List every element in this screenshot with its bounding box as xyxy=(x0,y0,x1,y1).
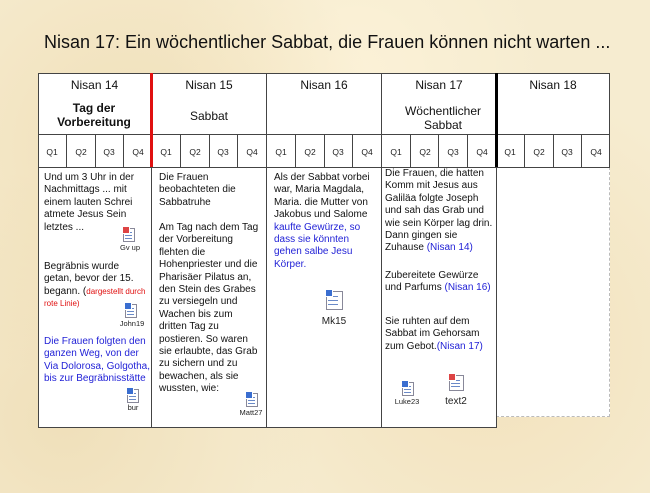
nisan16-spices-text xyxy=(274,172,378,271)
day-header-nisan17: Nisan 17 xyxy=(415,78,463,92)
icon-caption-gv-up: Gv up xyxy=(119,243,140,252)
document-icon[interactable] xyxy=(325,289,343,309)
quarter-label: Q1 xyxy=(390,147,402,157)
nisan17-ref-1: (Nisan 14) xyxy=(426,242,473,254)
icon-caption-mk15: Mk15 xyxy=(321,316,347,327)
document-icon[interactable] xyxy=(401,380,414,395)
quarter-label: Q2 xyxy=(533,147,545,157)
nisan15-rest-text: Die Frauen beobachteten die Sabbatruhe xyxy=(159,172,236,208)
quarter-label: Q3 xyxy=(103,147,115,157)
quarter-label: Q4 xyxy=(361,147,373,157)
nisan17-prepared-text xyxy=(385,270,493,295)
quarter-label: Q2 xyxy=(75,147,87,157)
day-subtitle-nisan14: Tag der Vorbereitung xyxy=(57,101,131,129)
nisan17-women-text xyxy=(385,168,493,255)
nisan17-rested-text xyxy=(385,316,495,353)
quarter-label: Q1 xyxy=(46,147,58,157)
nisan17-text-2: Zubereitete Gewürze und Parfums xyxy=(385,270,479,294)
day-header-nisan15: Nisan 15 xyxy=(185,78,233,92)
nisan15-guards-text: Am Tag nach dem Tag der Vorbereitung flehten die Hohenpriester und die Pharisäer Pilatus an, den Stein des Grabes zu versiegeln und Wachen bis zum dritten Tag zu postieren. So waren sie erlaubte, das Grab zu sichern und zu bewachen, als sie wussten, wie: xyxy=(159,222,259,395)
day-subtitle-nisan17: Wöchentlicher Sabbat xyxy=(404,104,482,132)
icon-caption-bur: bur xyxy=(127,403,139,412)
quarter-label: Q2 xyxy=(189,147,201,157)
icon-caption-luke23: Luke23 xyxy=(394,397,420,406)
quarter-label: Q3 xyxy=(217,147,229,157)
quarter-label: Q3 xyxy=(561,147,573,157)
col-border-16 xyxy=(266,73,267,428)
document-icon[interactable] xyxy=(124,302,137,317)
nisan16-text: Als der Sabbat vorbei war, Maria Magdala, Maria. die Mutter von Jakobus und Salome xyxy=(274,172,370,221)
nisan14-death-text: Und um 3 Uhr in der Nachmittags ... mit einem lauten Schrei atmete Jesus Sein letztes ... xyxy=(44,172,135,233)
day-header-nisan18: Nisan 18 xyxy=(529,78,577,92)
day-subtitle-nisan15: Sabbat xyxy=(189,109,229,123)
icon-caption-matt27: Matt27 xyxy=(239,408,263,417)
quarter-label: Q4 xyxy=(132,147,144,157)
quarter-label: Q2 xyxy=(419,147,431,157)
quarter-label: Q1 xyxy=(160,147,172,157)
col-border-17 xyxy=(381,73,382,428)
icon-caption-john19: John19 xyxy=(119,319,145,328)
day-header-nisan14: Nisan 14 xyxy=(70,78,119,92)
nisan17-ref-3: (Nisan 17) xyxy=(436,340,483,352)
nisan14-women-text: Die Frauen folgten den ganzen Weg, von der Via Dolorosa, Golgotha, bis zur Begräbnisstätte xyxy=(44,336,150,385)
col-border-15 xyxy=(151,167,152,428)
day-header-nisan16: Nisan 16 xyxy=(300,78,348,92)
document-icon[interactable] xyxy=(448,373,464,391)
document-icon[interactable] xyxy=(126,387,139,402)
nisan17-ref-2: (Nisan 16) xyxy=(444,282,491,294)
quarter-label: Q3 xyxy=(447,147,459,157)
table-bottom-border xyxy=(38,427,496,428)
quarter-label: Q4 xyxy=(590,147,602,157)
document-icon[interactable] xyxy=(245,391,258,406)
document-icon[interactable] xyxy=(122,226,135,241)
nisan16-blue-text: kaufte Gewürze, so dass sie könnten gehen salbe Jesu Körper. xyxy=(274,221,361,270)
quarter-label: Q1 xyxy=(504,147,516,157)
nisan17-text-3: Sie ruhten auf dem Sabbat im Gehorsam zum Gebot. xyxy=(385,316,480,352)
quarter-label: Q1 xyxy=(275,147,287,157)
quarter-label: Q3 xyxy=(332,147,344,157)
quarter-label: Q4 xyxy=(246,147,258,157)
quarter-label: Q4 xyxy=(476,147,488,157)
quarter-divider xyxy=(38,167,610,168)
table-left-border xyxy=(38,73,39,428)
nisan18-empty-area xyxy=(496,167,610,417)
nisan17-text-1: Die Frauen, die hatten Komm mit Jesus aus Galiläa folgte Joseph und sah das Grab und wie sein Körper lag drin. Dann gingen sie Zuhause xyxy=(385,168,493,254)
burial-text: Begräbnis wurde getan, bevor der 15. begann. ( xyxy=(44,261,134,297)
col-border-18 xyxy=(496,167,497,428)
timeline-table xyxy=(38,73,610,428)
quarter-label: Q2 xyxy=(304,147,316,157)
icon-caption-text2: text2 xyxy=(445,396,467,407)
table-top-border xyxy=(38,73,610,74)
red-line-note: dargestellt durch rote Linie) xyxy=(44,286,146,309)
slide-title: Nisan 17: Ein wöchentlicher Sabbat, die Frauen können nicht warten ... xyxy=(44,32,611,52)
